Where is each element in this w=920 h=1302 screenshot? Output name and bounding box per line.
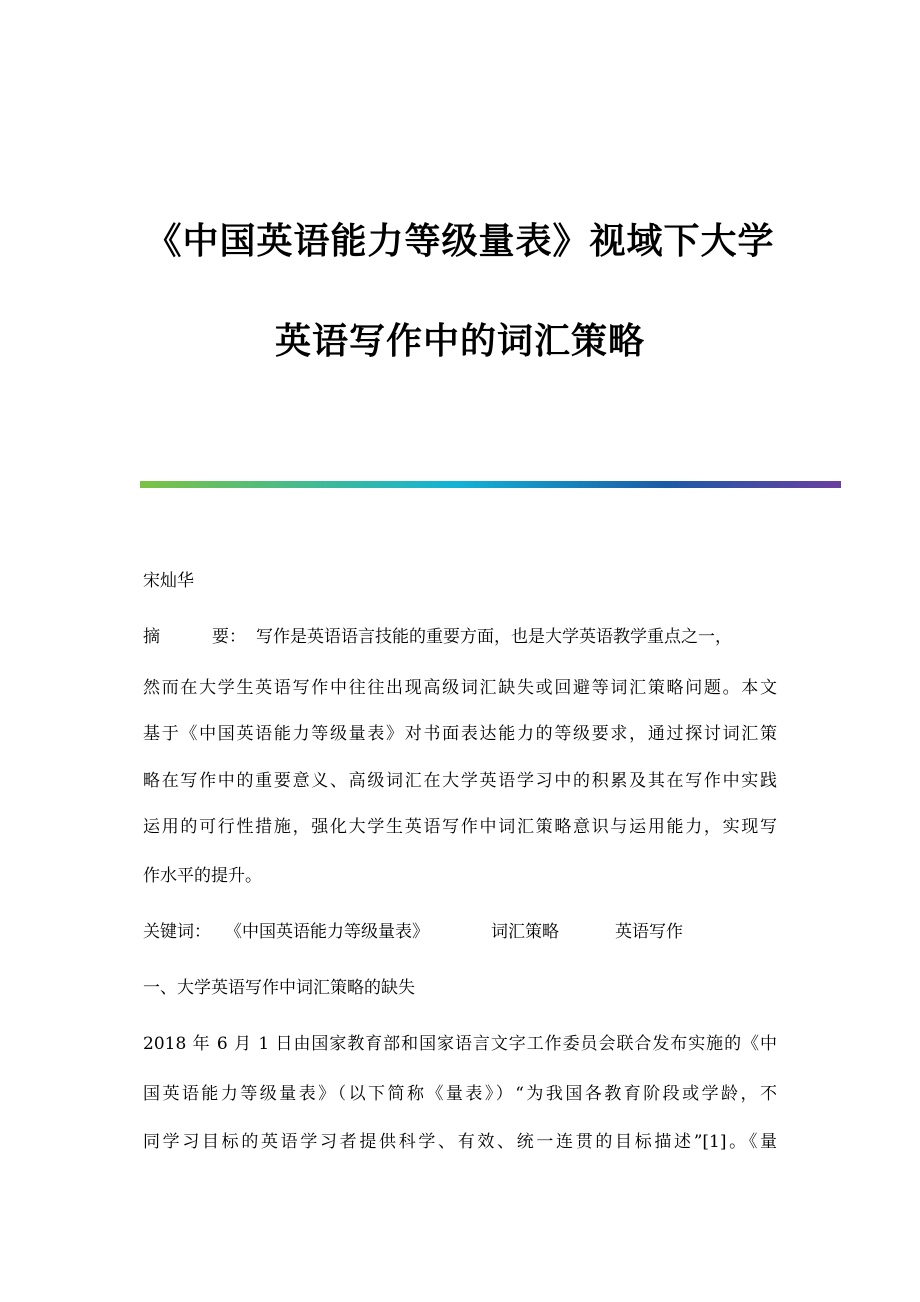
author-name: 宋灿华 — [143, 571, 194, 591]
keywords-row — [143, 920, 683, 944]
body-line: 同学习目标的英语学习者提供科学、有效、统一连贯的目标描述”[1]。《量 — [143, 1132, 777, 1152]
abstract-line: 作水平的提升。 — [143, 866, 262, 886]
gradient-divider — [140, 481, 841, 488]
keyword-item: 英语写作 — [615, 922, 683, 942]
abstract-line: 运用的可行性措施，强化大学生英语写作中词汇策略意识与运用能力，实现写 — [143, 817, 777, 837]
document-title-line-1: 《中国英语能力等级量表》视域下大学 — [145, 221, 775, 262]
abstract-line: 然而在大学生英语写作中往往出现高级词汇缺失或回避等词汇策略问题。本文 — [143, 678, 777, 698]
document-title-line-2: 英语写作中的词汇策略 — [274, 321, 645, 362]
abstract-line: 写作是英语语言技能的重要方面，也是大学英语教学重点之一， — [256, 627, 732, 647]
abstract-label-start: 摘 — [143, 627, 160, 647]
abstract-first-line — [143, 625, 732, 649]
keywords-label: 关键词： — [143, 922, 211, 942]
abstract-line: 略在写作中的重要意义、高级词汇在大学英语学习中的积累及其在写作中实践 — [143, 771, 777, 791]
abstract-label-end: 要： — [212, 627, 246, 647]
body-line: 国英语能力等级量表》（以下简称《量表》）“为我国各教育阶段或学龄，不 — [143, 1084, 777, 1104]
keyword-item: 词汇策略 — [491, 922, 559, 942]
keyword-item: 《中国英语能力等级量表》 — [225, 922, 429, 942]
abstract-line: 基于《中国英语能力等级量表》对书面表达能力的等级要求，通过探讨词汇策 — [143, 724, 777, 744]
body-line: 2018 年 6 月 1 日由国家教育部和国家语言文字工作委员会联合发布实施的《中 — [143, 1034, 777, 1054]
section-heading: 一、大学英语写作中词汇策略的缺失 — [143, 978, 415, 998]
